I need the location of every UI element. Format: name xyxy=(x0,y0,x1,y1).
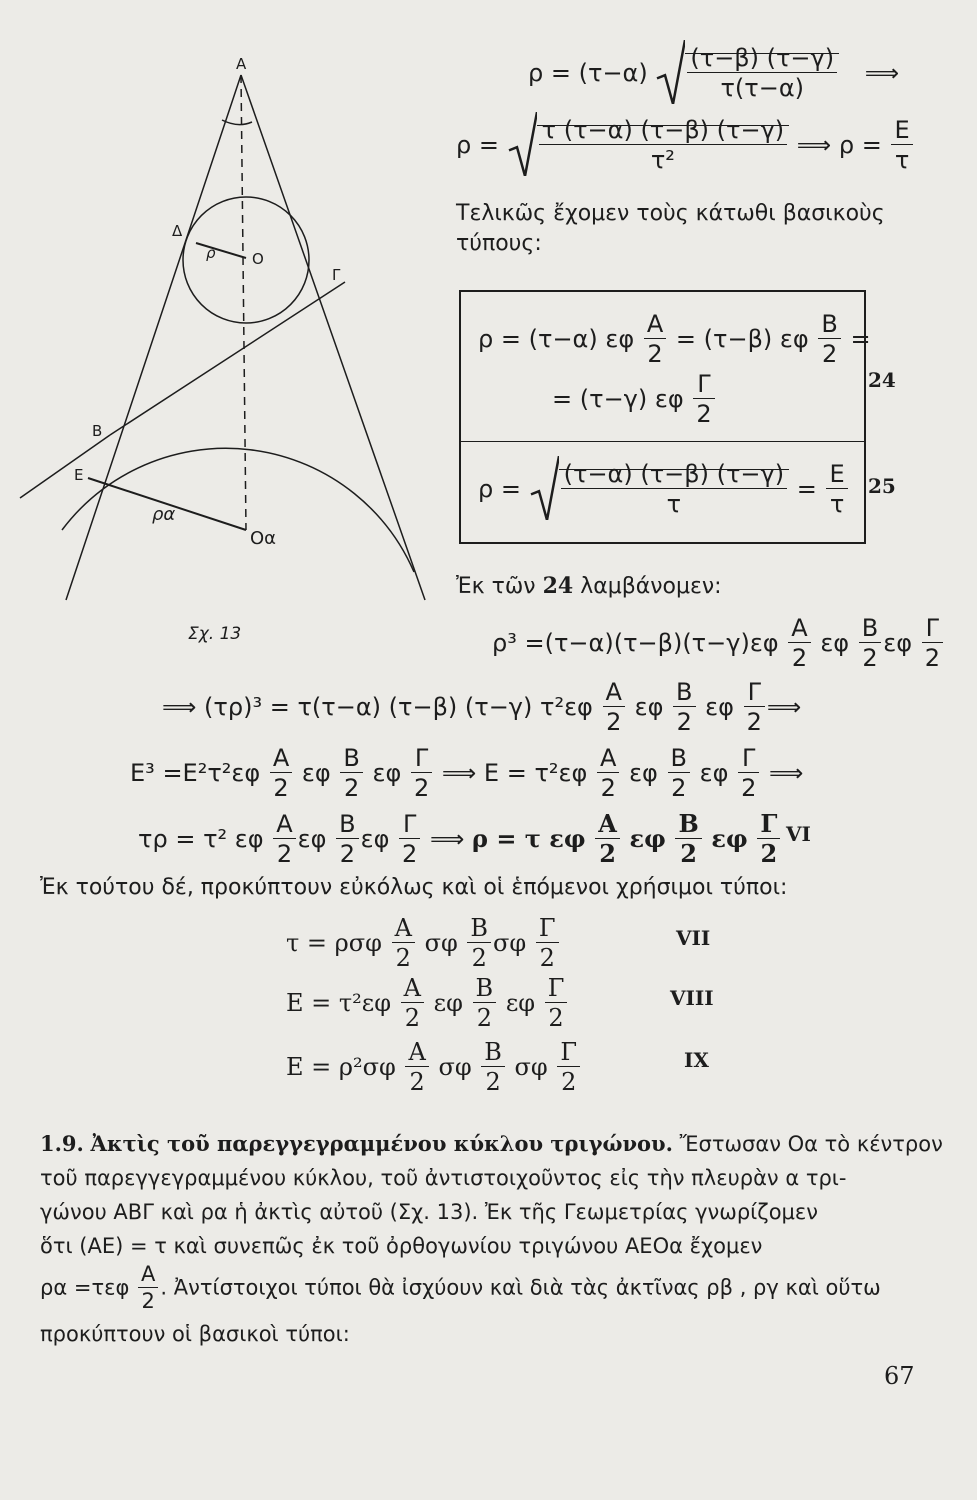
label-delta: Δ xyxy=(172,222,183,240)
extended-tangent xyxy=(20,435,110,498)
text-from-this: Ἐκ τούτου δέ, προκύπτουν εὐκόλως καὶ οἱ ἑπόμενοι χρήσιμοι τύποι: xyxy=(40,875,788,900)
bisector xyxy=(241,75,246,530)
equation-rho-sqrt-2: ρ = $\frac{\tau (\tau-\alpha) (\tau-\beta) (\tau-\gamma)}{\text{τ²}}$ ⟹ ρ = $\frac{E}{\tau}$ xyxy=(456,118,915,172)
triangle-side-bc xyxy=(110,282,345,435)
paragraph-line-6: προκύπτουν οἱ βασικοὶ τύποι: xyxy=(40,1322,350,1346)
formula-24-line-2: = (τ−γ) εφ $\frac{\Gamma}{2}$ xyxy=(552,372,717,426)
text-types: τύπους: xyxy=(456,231,542,256)
section-title: Ἀκτὶς τοῦ παρεγγεγραμμένου κύκλου τριγώνου. xyxy=(90,1131,673,1156)
section-number: 1.9. xyxy=(40,1131,84,1156)
equation-rho-cubed: ρ³ =(τ−α)(τ−β)(τ−γ)εφ $\frac{A}{2}$ εφ $\frac{B}{2}$ εφ $\frac{\Gamma}{2}$ xyxy=(492,616,945,670)
tag-vi: VI xyxy=(786,822,811,846)
label-rho: ρ xyxy=(206,244,216,262)
incircle xyxy=(183,197,309,323)
paragraph-line-4: ὅτι (AE) = τ καὶ συνεπῶς ἐκ τοῦ ὀρθογωνίου τριγώνου AEOα ἔχομεν xyxy=(40,1234,763,1258)
figure-13 xyxy=(0,0,460,660)
formula-box-divider xyxy=(461,441,864,442)
tag-viii: VIII xyxy=(670,986,714,1010)
equation-e-cubed: E³ =E²τ²εφ $\frac{A}{2}$ εφ $\frac{B}{2}$ εφ $\frac{\Gamma}{2}$ ⟹ E = τ²εφ $\frac{A}{2}$ εφ $\frac{B}{2}$ εφ $\frac{\Gamma}{2}$ ⟹ xyxy=(130,744,804,802)
tag-vii: VII xyxy=(676,926,711,950)
equation-tr-cubed: ⟹ (τρ)³ = τ(τ−α) (τ−β) (τ−γ) τ²εφ $\frac{A}{2}$ εφ $\frac{B}{2}$ εφ $\frac{\Gamma}{2}$ ⟹ xyxy=(162,678,802,736)
formula-25: ρ = $\frac{(\tau-\alpha) (\tau-\beta) (\tau-\gamma)}{\tau}$ = $\frac{E}{\tau}$ xyxy=(478,462,850,516)
tag-25: 25 xyxy=(868,474,896,498)
tag-24: 24 xyxy=(868,368,896,392)
tag-ix: IX xyxy=(684,1048,709,1072)
label-e: E xyxy=(74,466,84,484)
equation-rho-sqrt-1: ρ = (τ−α) $\frac{(\tau-\beta) (\tau-\gamma)}{\tau(\tau-\alpha)}$ ⟹ xyxy=(528,46,899,100)
section-heading-line: 1.9. Ἀκτὶς τοῦ παρεγγεγραμμένου κύκλου τριγώνου. Ἔστωσαν Oα τὸ κέντρον xyxy=(40,1131,943,1156)
paragraph-line-5: ρα =τεφ $\frac{A}{2}$ . Ἀντίστοιχοι τύποι θὰ ἰσχύουν καὶ διὰ τὰς ἀκτῖνας ρβ , ργ καὶ οὕτω xyxy=(40,1262,881,1313)
label-rho-a: ρα xyxy=(152,504,176,525)
label-b: B xyxy=(92,422,103,440)
label-a: A xyxy=(236,55,247,73)
page-number: 67 xyxy=(884,1362,915,1390)
text-from-24: Ἐκ τῶν 24 λαμβάνομεν: xyxy=(456,573,722,599)
equation-tr: τρ = τ² εφ $\frac{A}{2}$ εφ $\frac{B}{2}$ εφ $\frac{\Gamma}{2}$ ⟹ ρ = τ εφ $\frac{A}{2}$ εφ $\frac{B}{2}$ εφ $\frac{\Gamma}{2}$ xyxy=(138,812,782,866)
formula-24-line-1: ρ = (τ−α) εφ $\frac{A}{2}$ = (τ−β) εφ $\frac{B}{2}$ = xyxy=(478,310,871,368)
paragraph-line-3: γώνου ΑΒΓ καὶ ρα ἡ ἀκτὶς αὐτοῦ (Σχ. 13). Ἐκ τῆς Γεωμετρίας γνωρίζομεν xyxy=(40,1200,818,1224)
label-o: O xyxy=(252,250,264,268)
label-o-a: Oα xyxy=(250,528,277,549)
formula-ix: E = ρ²σφ $\frac{A}{2}$ σφ $\frac{B}{2}$ σφ $\frac{\Gamma}{2}$ xyxy=(286,1040,582,1094)
figure-caption: Σχ. 13 xyxy=(188,624,242,644)
radius-rho xyxy=(196,243,246,258)
formula-viii: E = τ²εφ $\frac{A}{2}$ εφ $\frac{B}{2}$ εφ $\frac{\Gamma}{2}$ xyxy=(286,976,569,1030)
excircle xyxy=(62,448,414,572)
paragraph-line-2: τοῦ παρεγγεγραμμένου κύκλου, τοῦ ἀντιστοιχοῦντος εἰς τὴν πλευρὰν α τρι- xyxy=(40,1166,847,1190)
formula-vii: τ = ρσφ $\frac{A}{2}$ σφ $\frac{B}{2}$ σφ $\frac{\Gamma}{2}$ xyxy=(286,916,561,970)
text-finally: Τελικῶς ἔχομεν τοὺς κάτωθι βασικοὺς xyxy=(456,201,885,226)
triangle-side-ac xyxy=(241,75,425,600)
label-gamma: Γ xyxy=(332,266,341,284)
